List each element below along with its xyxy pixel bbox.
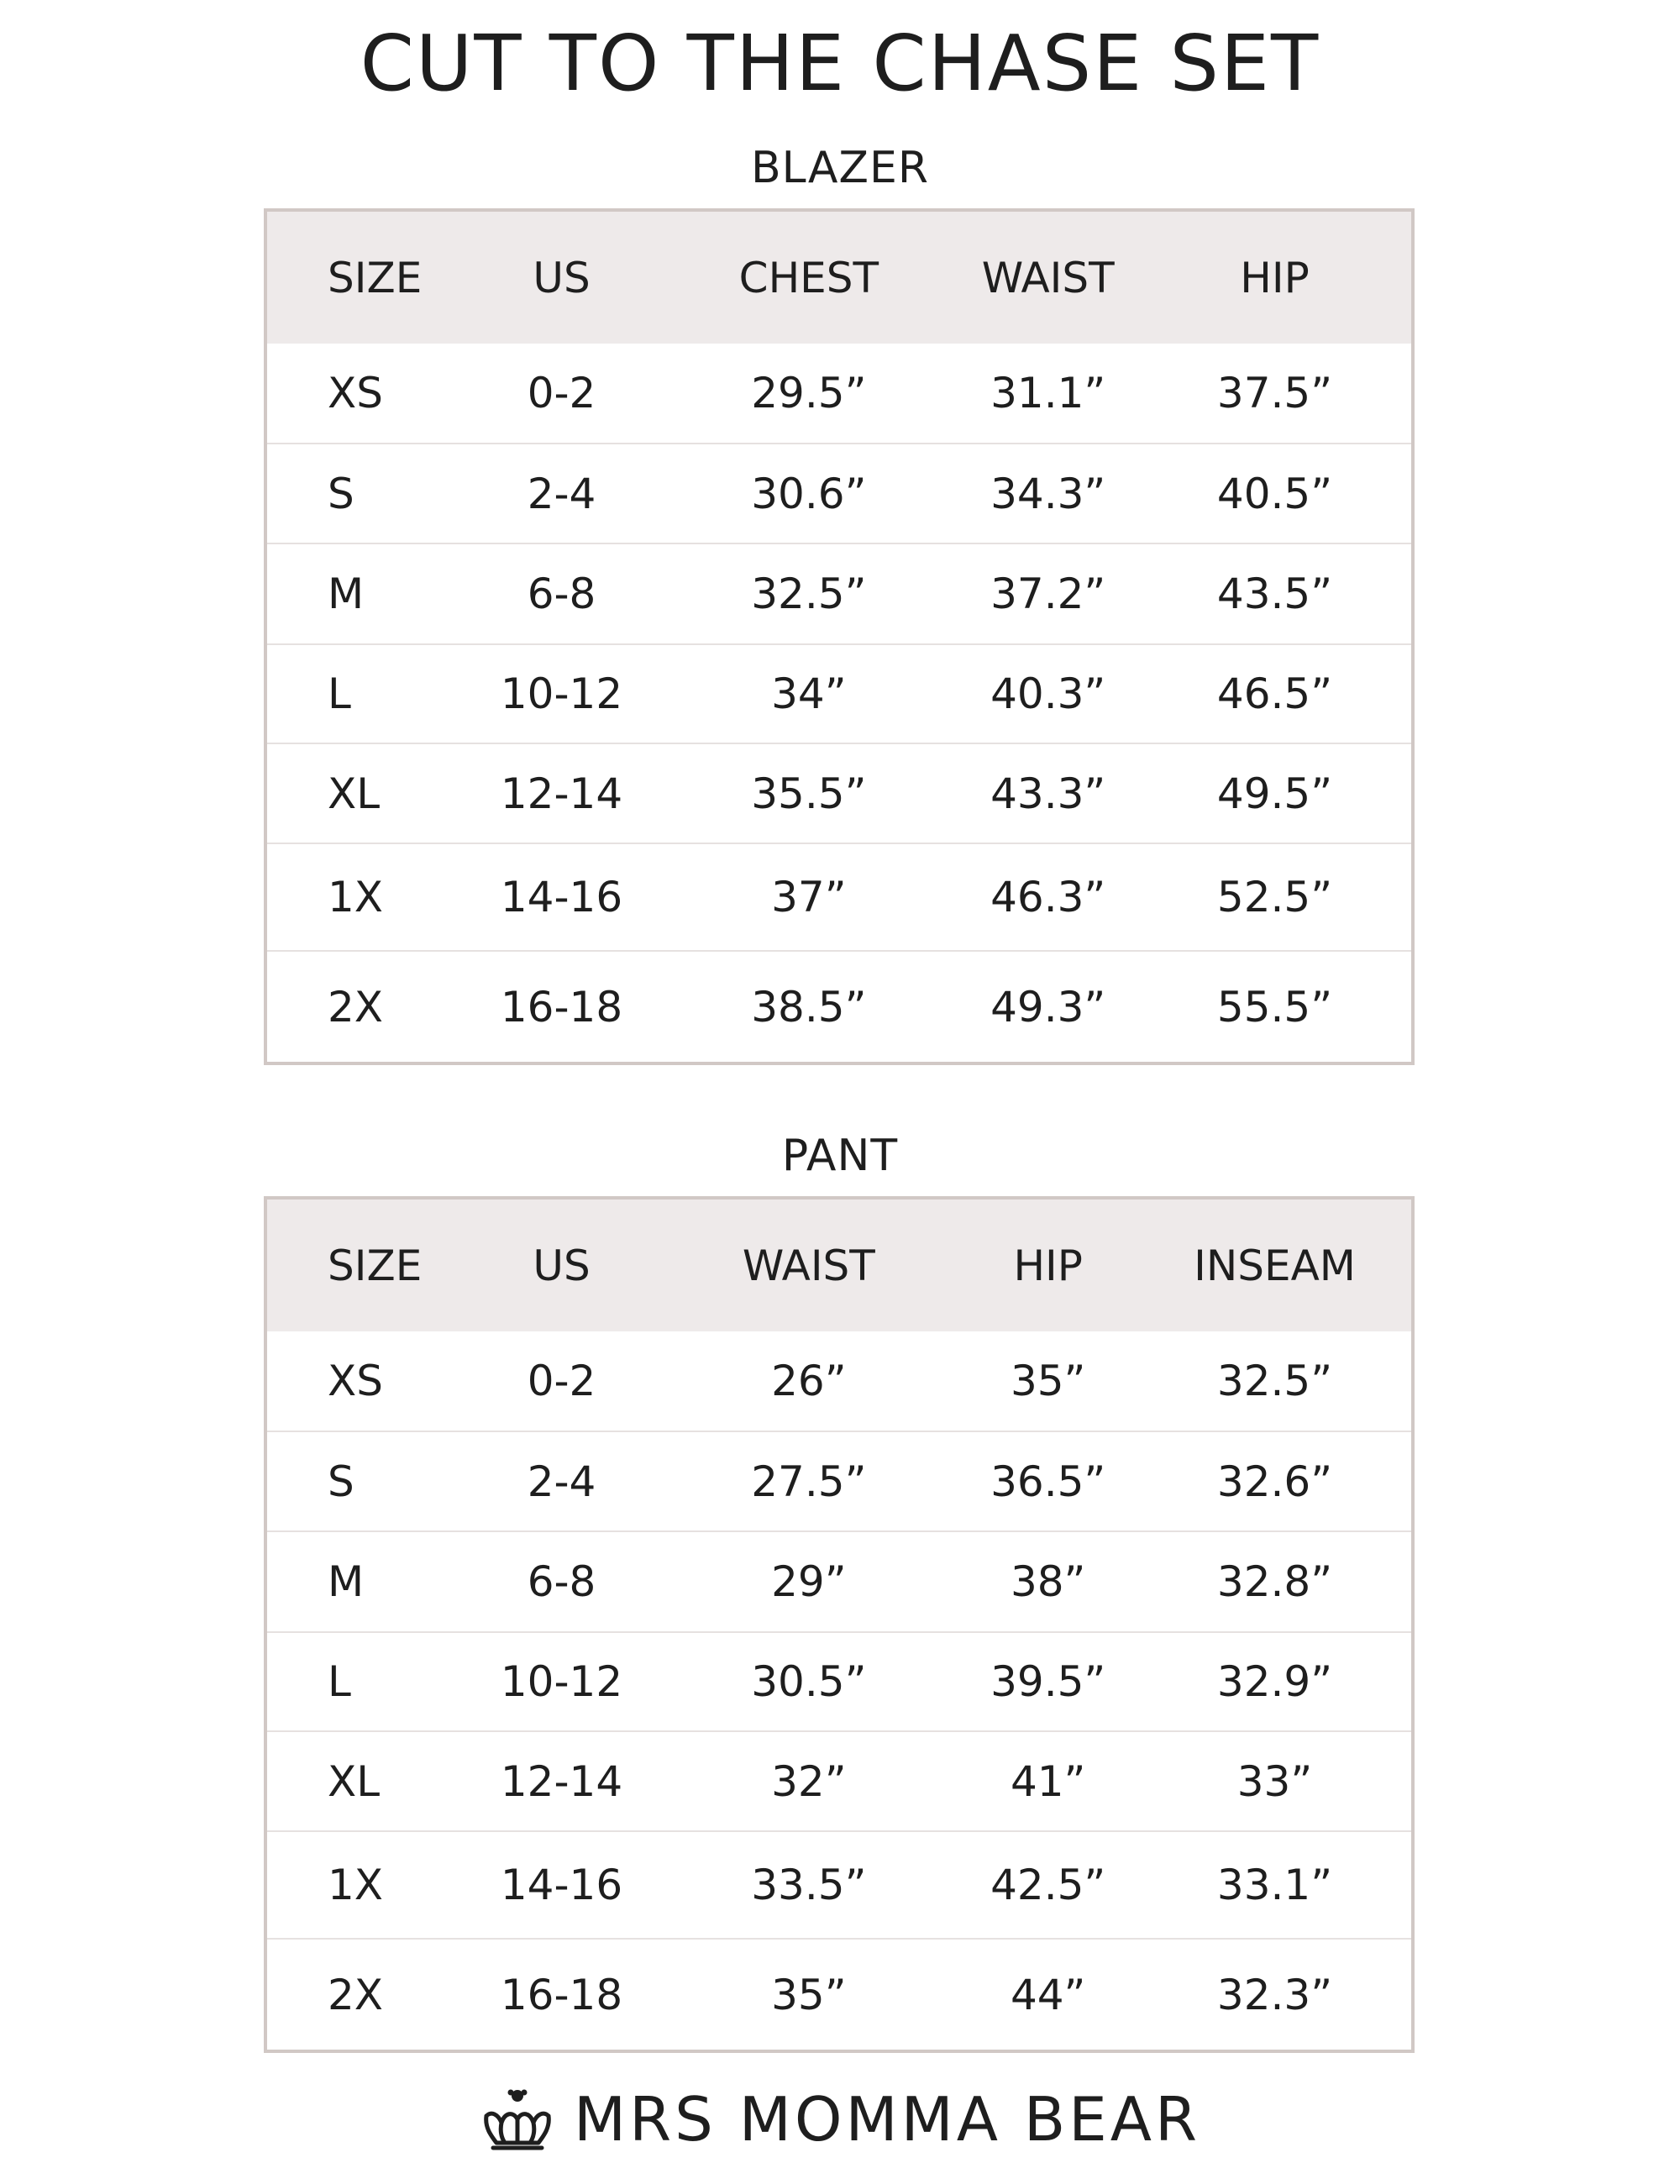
table-cell: 16-18 xyxy=(464,1939,660,2051)
table-cell: 43.3” xyxy=(958,743,1138,843)
pant-size-table xyxy=(264,1196,1415,2053)
table-header-row xyxy=(265,210,1413,344)
table-row xyxy=(265,344,1413,444)
table-cell: 35” xyxy=(659,1939,958,2051)
table-cell: 55.5” xyxy=(1138,951,1413,1063)
table-cell: 32.3” xyxy=(1138,1939,1413,2051)
table-cell: 1X xyxy=(265,1831,464,1939)
column-header: CHEST xyxy=(738,253,879,302)
table-cell: 14-16 xyxy=(464,1831,660,1939)
column-header: WAIST xyxy=(742,1241,875,1290)
table-row xyxy=(265,1331,1413,1431)
table-cell: 6-8 xyxy=(464,543,660,644)
table-cell: 46.3” xyxy=(958,843,1138,951)
table-cell: S xyxy=(265,444,464,543)
table-cell: 32.9” xyxy=(1138,1632,1413,1731)
table-cell: 2-4 xyxy=(464,1431,660,1531)
table-cell: 6-8 xyxy=(464,1531,660,1632)
table-cell: 31.1” xyxy=(990,369,1106,417)
table-cell: 52.5” xyxy=(1138,843,1413,951)
table-cell: 32” xyxy=(659,1731,958,1831)
table-cell: 44” xyxy=(958,1939,1138,2051)
table-cell: XS xyxy=(328,1357,383,1405)
table-cell: 49.3” xyxy=(958,951,1138,1063)
table-row xyxy=(265,1431,1413,1531)
page-title: CUT TO THE CHASE SET xyxy=(360,18,1320,108)
column-header: US xyxy=(533,1241,591,1290)
table-cell: 42.5” xyxy=(958,1831,1138,1939)
table-cell: M xyxy=(265,1531,464,1632)
table-cell: 33.5” xyxy=(659,1831,958,1939)
column-header: US xyxy=(533,253,591,302)
table-cell: XL xyxy=(265,1731,464,1831)
table-row xyxy=(265,743,1413,843)
table-cell: 49.5” xyxy=(1138,743,1413,843)
column-header: HIP xyxy=(1013,1241,1083,1290)
column-header: SIZE xyxy=(328,1241,423,1290)
table-cell: 33” xyxy=(1138,1731,1413,1831)
blazer-section-label: BLAZER xyxy=(750,143,930,193)
table-cell: 46.5” xyxy=(1138,644,1413,743)
table-cell: 27.5” xyxy=(659,1431,958,1531)
table-cell: 30.5” xyxy=(659,1632,958,1731)
table-cell: 43.5” xyxy=(1138,543,1413,644)
table-row xyxy=(265,444,1413,543)
table-header-row xyxy=(265,1198,1413,1331)
pant-section-label: PANT xyxy=(781,1131,899,1181)
table-cell: 32.6” xyxy=(1138,1431,1413,1531)
table-cell: 0-2 xyxy=(527,1357,596,1405)
table-row xyxy=(265,951,1413,1063)
table-cell: 40.5” xyxy=(1138,444,1413,543)
table-cell: 1X xyxy=(265,843,464,951)
table-cell: 12-14 xyxy=(464,743,660,843)
table-row xyxy=(265,543,1413,644)
brand-footer xyxy=(0,2082,1680,2157)
table-row xyxy=(265,1831,1413,1939)
table-row xyxy=(265,644,1413,743)
table-cell: 0-2 xyxy=(527,369,596,417)
column-header: INSEAM xyxy=(1194,1241,1356,1290)
table-row xyxy=(265,1731,1413,1831)
table-cell: 37.5” xyxy=(1216,369,1333,417)
table-row xyxy=(265,1939,1413,2051)
table-cell: 10-12 xyxy=(464,644,660,743)
brand-name: MRS MOMMA BEAR xyxy=(573,2084,1201,2155)
table-cell: 32.5” xyxy=(659,543,958,644)
table-cell: 29.5” xyxy=(751,369,867,417)
table-cell: 2X xyxy=(265,1939,464,2051)
table-cell: 34” xyxy=(659,644,958,743)
table-cell: 32.8” xyxy=(1138,1531,1413,1632)
table-cell: 29” xyxy=(659,1531,958,1632)
table-cell: 40.3” xyxy=(958,644,1138,743)
table-cell: 38.5” xyxy=(659,951,958,1063)
table-cell: 38” xyxy=(958,1531,1138,1632)
table-cell: L xyxy=(265,644,464,743)
table-row xyxy=(265,1632,1413,1731)
table-cell: 36.5” xyxy=(958,1431,1138,1531)
table-cell: S xyxy=(265,1431,464,1531)
table-cell: 37” xyxy=(659,843,958,951)
table-cell: 30.6” xyxy=(659,444,958,543)
table-cell: 14-16 xyxy=(464,843,660,951)
blazer-size-table xyxy=(264,208,1415,1065)
column-header: SIZE xyxy=(328,253,423,302)
table-cell: 12-14 xyxy=(464,1731,660,1831)
crown-bear-icon xyxy=(480,2086,555,2153)
table-cell: XS xyxy=(328,369,383,417)
table-cell: 35.5” xyxy=(659,743,958,843)
table-cell: 35” xyxy=(1010,1357,1086,1405)
table-row xyxy=(265,843,1413,951)
column-header: HIP xyxy=(1240,253,1310,302)
table-cell: M xyxy=(265,543,464,644)
table-cell: 16-18 xyxy=(464,951,660,1063)
table-cell: 33.1” xyxy=(1138,1831,1413,1939)
table-cell: 34.3” xyxy=(958,444,1138,543)
table-cell: L xyxy=(265,1632,464,1731)
table-cell: 32.5” xyxy=(1216,1357,1333,1405)
table-cell: 37.2” xyxy=(958,543,1138,644)
table-cell: 2-4 xyxy=(464,444,660,543)
table-cell: 2X xyxy=(265,951,464,1063)
table-row xyxy=(265,1531,1413,1632)
table-cell: 10-12 xyxy=(464,1632,660,1731)
table-cell: XL xyxy=(265,743,464,843)
table-cell: 26” xyxy=(771,1357,847,1405)
table-cell: 39.5” xyxy=(958,1632,1138,1731)
column-header: WAIST xyxy=(981,253,1115,302)
table-cell: 41” xyxy=(958,1731,1138,1831)
